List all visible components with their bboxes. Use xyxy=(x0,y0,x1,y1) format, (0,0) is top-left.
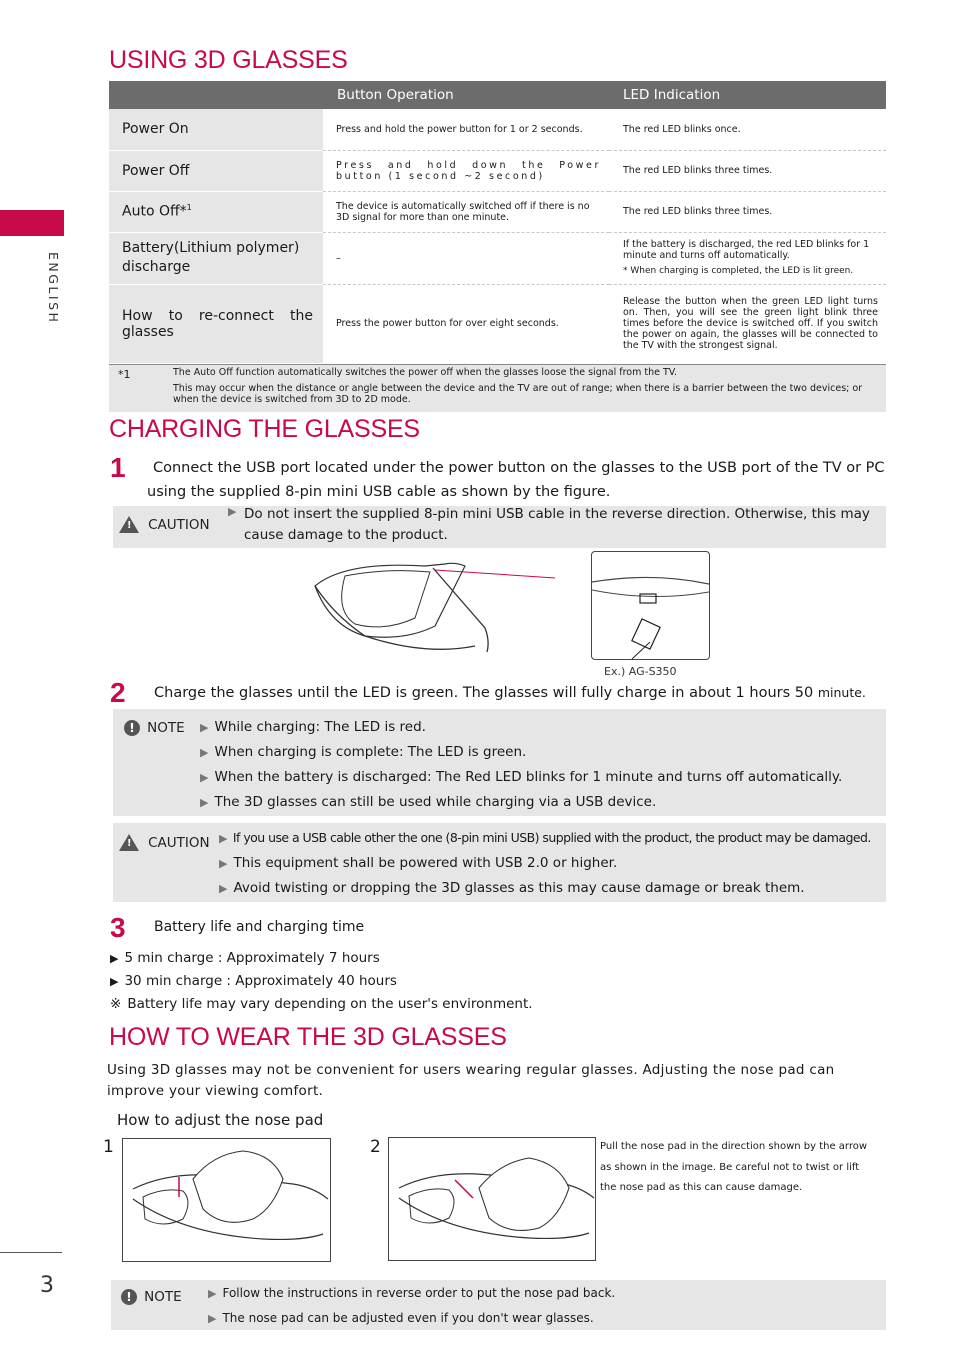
page-number: 3 xyxy=(40,1273,54,1298)
nose-pad-figure-2 xyxy=(388,1137,596,1261)
battery-life-list xyxy=(110,947,533,1016)
section-title-charging: CHARGING THE GLASSES xyxy=(109,415,420,443)
arrow-bullet-icon: ▶ xyxy=(219,882,228,895)
row-item: Power On xyxy=(109,109,323,150)
arrow-bullet-icon: ▶ xyxy=(110,975,119,988)
note-label: NOTE xyxy=(147,720,185,736)
note-item: ▶ While charging: The LED is red. xyxy=(200,719,426,735)
note-item: ▶ The nose pad can be adjusted even if you don't wear glasses. xyxy=(208,1311,594,1325)
table-row xyxy=(109,232,886,284)
caution-heading-2 xyxy=(119,832,210,851)
caution-item: ▶ If you use a USB cable other the one (8-pin mini USB) supplied with the product, the product may be damaged. xyxy=(219,830,871,845)
row-led-cell xyxy=(609,232,886,284)
row-operation: Press and hold the power button for 1 or 2 seconds. xyxy=(323,109,609,150)
row-operation: The device is automatically switched off if there is no 3D signal for more than one minute. xyxy=(323,191,609,232)
caution-item: ▶ This equipment shall be powered with USB 2.0 or higher. xyxy=(219,855,618,871)
row-item: Battery(Lithium polymer) discharge xyxy=(109,232,323,284)
caution-heading-1 xyxy=(119,514,210,533)
nose-pad-figure-1 xyxy=(122,1138,331,1262)
figure-1-number: 1 xyxy=(103,1137,114,1157)
row-item xyxy=(109,191,323,232)
usb-port-figure xyxy=(591,551,710,660)
row-operation: Press the power button for over eight seconds. xyxy=(336,318,559,330)
table-row xyxy=(109,109,886,150)
table-row xyxy=(109,284,886,363)
table-row xyxy=(109,191,886,232)
figure-2-number: 2 xyxy=(370,1137,381,1157)
arrow-bullet-icon: ▶ xyxy=(208,1312,217,1325)
arrow-bullet-icon: ▶ xyxy=(208,1287,217,1300)
table-header-blank xyxy=(109,81,323,109)
glasses-figure xyxy=(305,556,560,656)
row-operation: Press and hold down the Power button (1 second ~2 second) xyxy=(323,150,609,191)
step-3-number: 3 xyxy=(110,912,126,943)
note-item: ▶ The 3D glasses can still be used while charging via a USB device. xyxy=(200,794,657,810)
arrow-bullet-icon: ▶ xyxy=(200,771,209,784)
footnote-line-1: The Auto Off function automatically switches the power off when the glasses loose the signal from the TV. xyxy=(173,367,678,378)
row-item-text: Auto Off* xyxy=(122,203,187,220)
row-led: The red LED blinks three times. xyxy=(609,191,886,232)
arrow-bullet-icon: ▶ xyxy=(219,857,228,870)
figure-caption: Ex.) AG-S350 xyxy=(604,665,677,678)
reference-mark-icon: ※ xyxy=(110,996,122,1012)
caution-text-1: Do not insert the supplied 8-pin mini USB cable in the reverse direction. Otherwise, this may cause damage to the product. xyxy=(244,506,870,543)
footnote-mark: *1 xyxy=(118,368,131,381)
list-item: ▶ 5 min charge : Approximately 7 hours xyxy=(110,950,380,966)
footnote-ref: 1 xyxy=(186,203,192,213)
arrow-bullet-icon: ▶ xyxy=(200,796,209,809)
row-led: If the battery is discharged, the red LED blinks for 1 minute and turns off automatically. xyxy=(623,239,870,261)
wear-intro: Using 3D glasses may not be convenient for users wearing regular glasses. Adjusting the nose pad can improve your viewing comfort. xyxy=(107,1062,835,1099)
table-row xyxy=(109,150,886,191)
note-list-1 xyxy=(200,715,842,815)
step-1-text: Connect the USB port located under the power button on the glasses to the USB port of the TV or PC using the supplied 8-pin mini USB cable as shown by the figure. xyxy=(147,460,885,500)
nose-pad-instructions: Pull the nose pad in the direction shown by the arrow as shown in the image. Be careful not to twist or lift the nose pad as this can cause damage. xyxy=(600,1141,868,1193)
step-2-number: 2 xyxy=(110,677,126,708)
note-item: ▶ When the battery is discharged: The Red LED blinks for 1 minute and turns off automatically. xyxy=(200,769,843,785)
note-heading-1 xyxy=(124,717,185,736)
step-1-number: 1 xyxy=(110,452,126,483)
arrow-bullet-icon: ▶ xyxy=(110,952,119,965)
step-2-text xyxy=(154,681,866,705)
row-led-note: * When charging is completed, the LED is lit green. xyxy=(623,266,854,276)
note-list-2 xyxy=(208,1281,615,1331)
language-tab xyxy=(0,210,64,236)
warning-icon: ! xyxy=(119,516,139,533)
arrow-bullet-icon: ▶ xyxy=(219,832,227,845)
table-header-operation: Button Operation xyxy=(323,81,609,109)
caution-label: CAUTION xyxy=(148,835,210,851)
arrow-bullet-icon: ▶ xyxy=(200,746,209,759)
info-icon: ! xyxy=(121,1289,137,1305)
step-2-main: Charge the glasses until the LED is green. The glasses will fully charge in about 1 hours 50 xyxy=(154,685,814,701)
warning-icon: ! xyxy=(119,834,139,851)
row-led: Release the button when the green LED light turns on. Then, you will see the green light blink three times before the device is switched off. If you switch the power on again, the glasses will be connected to the TV with the strongest signal. xyxy=(623,296,878,352)
note-heading-2 xyxy=(121,1286,182,1305)
row-led: The red LED blinks once. xyxy=(609,109,886,150)
footnote-line-2: This may occur when the distance or angle between the device and the TV are out of range; when there is a barrier between the two devices; or when the device is switched from 3D to 2D mode. xyxy=(173,383,863,405)
caution-label: CAUTION xyxy=(148,517,210,533)
step-3-text: Battery life and charging time xyxy=(154,919,365,935)
section-title-wear: HOW TO WEAR THE 3D GLASSES xyxy=(109,1023,507,1051)
step-2-unit: minute. xyxy=(817,685,866,700)
info-icon: ! xyxy=(124,720,140,736)
caution-item: ▶ Avoid twisting or dropping the 3D glasses as this may cause damage or break them. xyxy=(219,880,805,896)
list-item: ▶ 30 min charge : Approximately 40 hours xyxy=(110,973,397,989)
note-item: ▶ Follow the instructions in reverse order to put the nose pad back. xyxy=(208,1286,616,1300)
arrow-bullet-icon: ▶ xyxy=(200,721,209,734)
table-header-led: LED Indication xyxy=(609,81,886,109)
note-label: NOTE xyxy=(144,1289,182,1305)
row-operation: – xyxy=(323,232,609,284)
list-item: ※ Battery life may vary depending on the user's environment. xyxy=(110,996,533,1012)
row-item: Power Off xyxy=(109,150,323,191)
nose-pad-subhead: How to adjust the nose pad xyxy=(117,1111,324,1129)
caution-list-2 xyxy=(219,825,871,901)
page-rule xyxy=(0,1252,62,1253)
note-item: ▶ When charging is complete: The LED is green. xyxy=(200,744,527,760)
row-led: The red LED blinks three times. xyxy=(609,150,886,191)
language-label: ENGLISH xyxy=(46,252,61,325)
footnote-text xyxy=(173,367,883,405)
glasses-operation-table xyxy=(109,81,886,363)
section-title-using: USING 3D GLASSES xyxy=(109,46,348,74)
arrow-bullet-icon: ▶ xyxy=(228,505,237,518)
row-item: How to re-connect the glasses xyxy=(109,284,323,363)
